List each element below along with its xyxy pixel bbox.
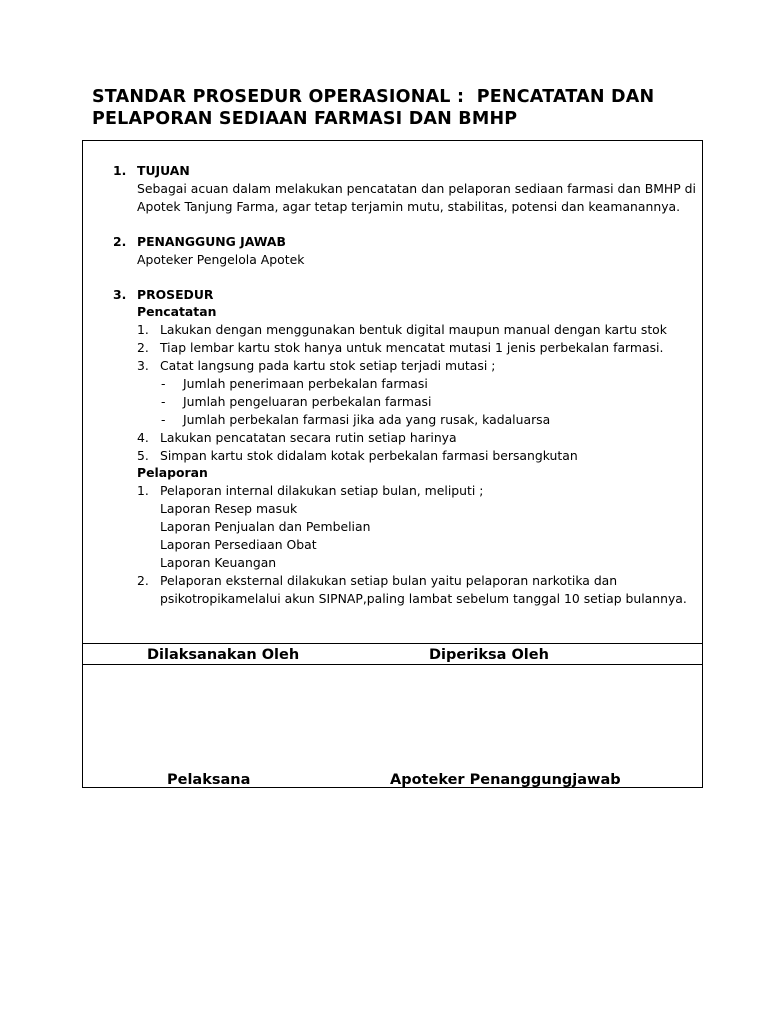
section-2-text-line: Apoteker Pengelola Apotek (137, 252, 305, 267)
list-dash: - (161, 394, 166, 409)
pelaporan-heading: Pelaporan (137, 465, 208, 480)
section-1-heading: TUJUAN (137, 163, 190, 178)
list-item-number: 2. (137, 340, 149, 355)
document-title (92, 86, 712, 130)
list-subitem: Jumlah penerimaan perbekalan farmasi (183, 376, 428, 391)
list-item-number: 1. (137, 483, 149, 498)
list-dash: - (161, 376, 166, 391)
list-item-number: 4. (137, 430, 149, 445)
list-dash: - (161, 412, 166, 427)
title-line-1: STANDAR PROSEDUR OPERASIONAL : PENCATATAN DAN (92, 87, 655, 107)
list-item: Lakukan pencatatan secara rutin setiap harinya (160, 430, 457, 445)
list-item-number: 2. (137, 573, 149, 588)
list-subitem: Laporan Penjualan dan Pembelian (160, 519, 371, 534)
list-subitem: Jumlah pengeluaran perbekalan farmasi (183, 394, 432, 409)
section-2-number: 2. (113, 234, 127, 249)
list-item: Lakukan dengan menggunakan bentuk digital maupun manual dengan kartu stok (160, 322, 667, 337)
section-3-heading: PROSEDUR (137, 287, 214, 302)
section-2-heading: PENANGGUNG JAWAB (137, 234, 286, 249)
pencatatan-heading: Pencatatan (137, 304, 217, 319)
checked-by-header: Diperiksa Oleh (429, 647, 549, 663)
list-item: Catat langsung pada kartu stok setiap terjadi mutasi ; (160, 358, 496, 373)
executed-by-header: Dilaksanakan Oleh (147, 647, 300, 663)
section-1-text-line: Sebagai acuan dalam melakukan pencatatan dan pelaporan sediaan farmasi dan BMHP di (137, 181, 696, 196)
title-line-2: PELAPORAN SEDIAAN FARMASI DAN BMHP (92, 109, 518, 129)
section-3-number: 3. (113, 287, 127, 302)
list-subitem: Laporan Persediaan Obat (160, 537, 317, 552)
executor-role: Pelaksana (167, 772, 251, 788)
list-item: Pelaporan eksternal dilakukan setiap bulan yaitu pelaporan narkotika dan (160, 573, 618, 588)
list-item-number: 3. (137, 358, 149, 373)
list-subitem: Laporan Keuangan (160, 555, 277, 570)
table-divider-top (83, 643, 702, 644)
list-item: Simpan kartu stok didalam kotak perbekalan farmasi bersangkutan (160, 448, 578, 463)
pharmacist-role: Apoteker Penanggungjawab (390, 772, 621, 788)
list-item: Pelaporan internal dilakukan setiap bulan, meliputi ; (160, 483, 484, 498)
list-item-number: 5. (137, 448, 149, 463)
list-subitem: Jumlah perbekalan farmasi jika ada yang rusak, kadaluarsa (183, 412, 551, 427)
list-item-number: 1. (137, 322, 149, 337)
list-item: Tiap lembar kartu stok hanya untuk mencatat mutasi 1 jenis perbekalan farmasi. (160, 340, 664, 355)
sop-table (82, 140, 703, 788)
table-divider-bottom (83, 664, 702, 665)
list-item: psikotropikamelalui akun SIPNAP,paling lambat sebelum tanggal 10 setiap bulannya. (160, 591, 687, 606)
list-subitem: Laporan Resep masuk (160, 501, 298, 516)
section-1-text-line: Apotek Tanjung Farma, agar tetap terjamin mutu, stabilitas, potensi dan keamanannya. (137, 199, 681, 214)
section-1-number: 1. (113, 163, 127, 178)
